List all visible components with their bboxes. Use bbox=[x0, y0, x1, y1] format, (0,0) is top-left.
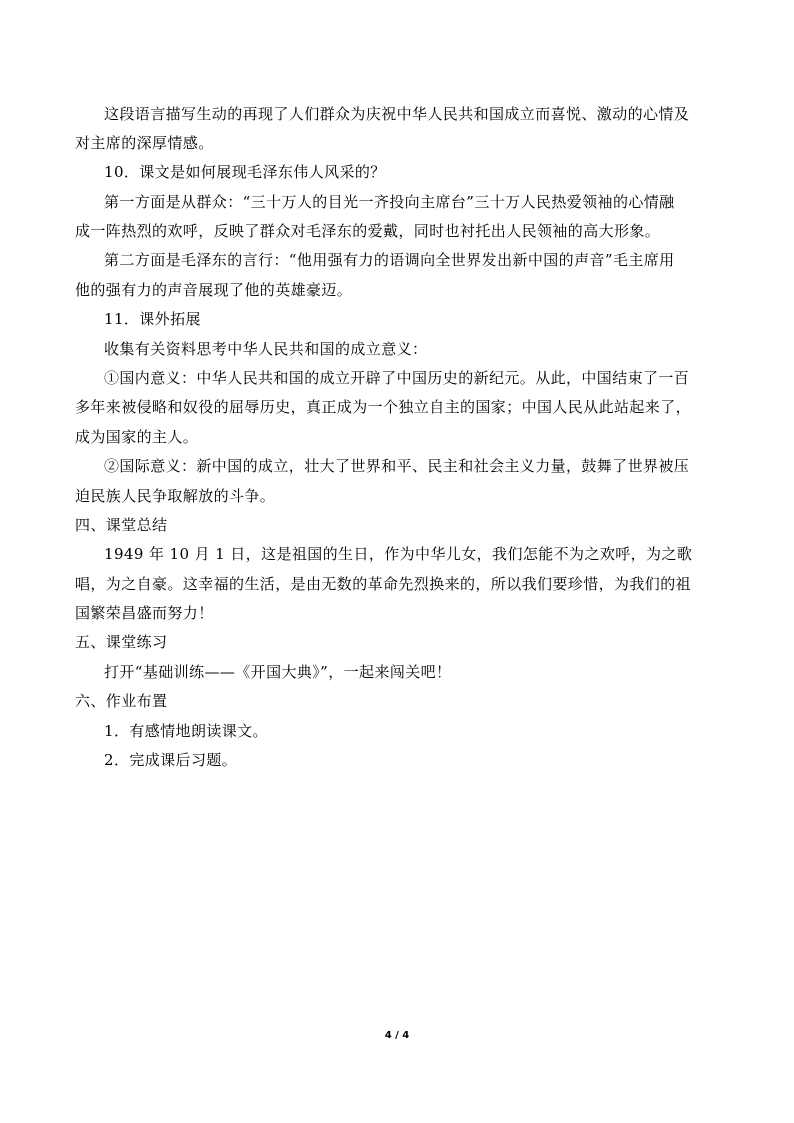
paragraph-line: 收集有关资料思考中华人民共和国的成立意义： bbox=[104, 340, 428, 358]
paragraph-line: ②国际意义：新中国的成立，壮大了世界和平、民主和社会主义力量，鼓舞了世界被压 bbox=[104, 457, 690, 475]
homework-item: 2．完成课后习题。 bbox=[104, 751, 238, 769]
paragraph-line: 他的强有力的声音展现了他的英雄豪迈。 bbox=[75, 281, 353, 299]
paragraph-line: 成为国家的主人。 bbox=[75, 428, 199, 446]
page-number: 4 / 4 bbox=[384, 1030, 410, 1041]
paragraph-line: 唱，为之自豪。这幸福的生活，是由无数的革命先烈换来的，所以我们要珍惜，为我们的祖 bbox=[75, 575, 692, 593]
paragraph-line: 第二方面是毛泽东的言行：“他用强有力的语调向全世界发出新中国的声音”毛主席用 bbox=[104, 251, 675, 269]
paragraph-line: 对主席的深厚情感。 bbox=[75, 134, 214, 152]
paragraph-line: 第一方面是从群众：“三十万人的目光一齐投向主席台”三十万人民热爱领袖的心情融 bbox=[104, 193, 675, 211]
paragraph-line: 打开“基础训练——《开国大典》”，一起来闯关吧！ bbox=[104, 663, 452, 681]
paragraph-line: 成一阵热烈的欢呼，反映了群众对毛泽东的爱戴，同时也衬托出人民领袖的高大形象。 bbox=[75, 222, 661, 240]
paragraph-line: ①国内意义：中华人民共和国的成立开辟了中国历史的新纪元。从此，中国结束了一百 bbox=[104, 369, 690, 387]
section-heading: 五、课堂练习 bbox=[75, 633, 168, 651]
homework-item: 1．有感情地朗读课文。 bbox=[104, 722, 268, 740]
paragraph-line: 迫民族人民争取解放的斗争。 bbox=[75, 487, 276, 505]
paragraph-line: 这段语言描写生动的再现了人们群众为庆祝中华人民共和国成立而喜悦、激动的心情及 bbox=[104, 105, 690, 123]
section-question: 10．课文是如何展现毛泽东伟人风采的？ bbox=[104, 163, 386, 181]
paragraph-line: 多年来被侵略和奴役的屈辱历史，真正成为一个独立自主的国家；中国人民从此站起来了， bbox=[75, 398, 692, 416]
section-heading: 六、作业布置 bbox=[75, 692, 168, 710]
section-question: 11．课外拓展 bbox=[104, 310, 201, 328]
paragraph-line: 国繁荣昌盛而努力！ bbox=[75, 604, 214, 622]
section-heading: 四、课堂总结 bbox=[75, 516, 168, 534]
paragraph-line: 1949 年 10 月 1 日，这是祖国的生日，作为中华儿女，我们怎能不为之欢呼，为之歌 bbox=[104, 545, 693, 563]
